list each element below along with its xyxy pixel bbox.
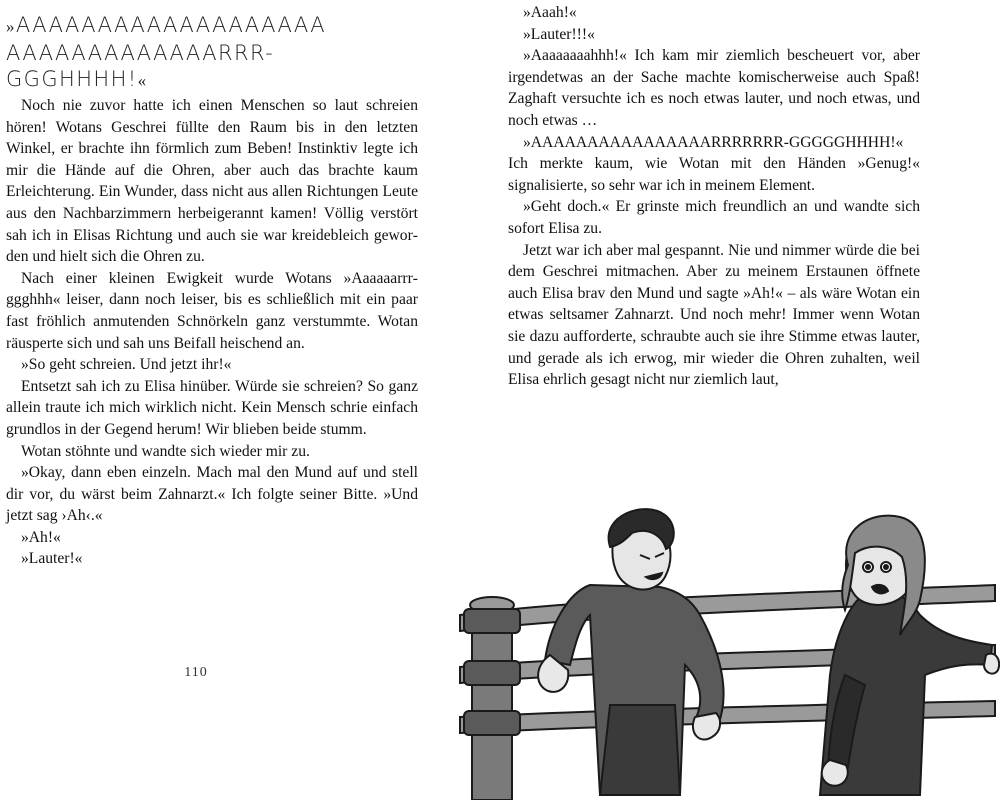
left-page — [0, 0, 492, 800]
paragraph: »Aaaaaaaahhh!« Ich kam mir ziemlich bescheuert vor, aber irgendetwas an der Sache machte komischerweise auch Spaß! Zaghaft versuchte ich es noch etwas lauter, und noch etwas, und noch etwas … — [508, 47, 920, 129]
paragraph: »Ah!« — [21, 528, 61, 546]
paragraph: Wotan stöhnte und wandte sich wieder mir zu. — [21, 442, 310, 460]
boxing-ring-illustration — [450, 505, 1000, 800]
paragraph: »Lauter!!!« — [523, 25, 595, 43]
girl-figure — [820, 516, 999, 795]
closing-quote: « — [137, 71, 148, 90]
shout-text: AAAAAAAAAAAAAAAAAAA AAAAAAAAAAAAARRR- GGGHHHH! — [6, 13, 326, 91]
opening-quote: » — [6, 17, 16, 36]
paragraph: »So geht schreien. Und jetzt ihr!« — [21, 356, 232, 374]
heading-shout — [6, 12, 408, 94]
paragraph: Noch nie zuvor hatte ich einen Menschen so laut schreien hören! Wotans Geschrei füllte den Raum bis in den letzten Winkel, er brachte ihn förmlich zum Beben! Instinktiv legte ich mir die Hände auf die Ohren, aber auch das brachte kaum Erleichterung. Ein Wunder, dass nicht aus allen Richtungen Leute aus den Nachbarzimmern herbeigerannt kamen! Völlig verstört sah ich in Elisas Richtung und auch sie war kreidebleich geworden und hielt sich die Ohren zu. — [6, 97, 418, 266]
page-number: 110 — [184, 665, 208, 680]
paragraph: Jetzt war ich aber mal gespannt. Nie und nimmer würde die bei dem Geschrei mitmachen. Aber zu meinem Erstaunen öffnete auch Elisa brav den Mund und sagte »Ah!« – als wäre Wotan ein etwas seltsamer Zahnarzt. Und noch mehr! Immer wenn Wotan sie dazu aufforderte, schraubte auch sie ihre Stimme etwas lauter, und gerade als ich erwog, mir wieder die Ohren zuhalten, weil Elisa ehrlich gesagt nicht nur ziemlich laut, — [508, 241, 920, 389]
paragraph: »Lauter!« — [21, 550, 83, 568]
left-page-body — [6, 95, 418, 570]
paragraph: Entsetzt sah ich zu Elisa hinüber. Würde sie schreien? So ganz allein traute ich mich wirklich nicht. Kein Mensch schrie einfach grundlos in der Gegend herum! Wir blieben beide stumm. — [6, 377, 418, 438]
boy-figure — [538, 509, 723, 795]
corner-post — [464, 597, 520, 800]
paragraph: Nach einer kleinen Ewigkeit wurde Wotans »Aaaaaarrrggghhh« leiser, dann noch leiser, bis es schließlich mit ein paar fast fröhlich anmutenden Schnörkeln ganz verstummte. Wotan räusperte sich und sah uns Beifall heischend an. — [6, 269, 418, 352]
paragraph: »AAAAAAAAAAAAAAAARRRRRRR-GGGGGHHHH!« Ich merkte kaum, wie Wotan mit den Händen »Genug!« signalisierte, so sehr war ich in meinem Element. — [508, 133, 920, 194]
right-page-body — [508, 2, 920, 391]
paragraph: »Okay, dann eben einzeln. Mach mal den Mund auf und stell dir vor, du wärst beim Zahnarzt.« Ich folgte seiner Bitte. »Und jetzt sag ›Ah‹.« — [6, 464, 418, 525]
paragraph: »Geht doch.« Er grinste mich freundlich an und wandte sich sofort Elisa zu. — [508, 198, 920, 237]
paragraph: »Aaah!« — [523, 4, 577, 21]
